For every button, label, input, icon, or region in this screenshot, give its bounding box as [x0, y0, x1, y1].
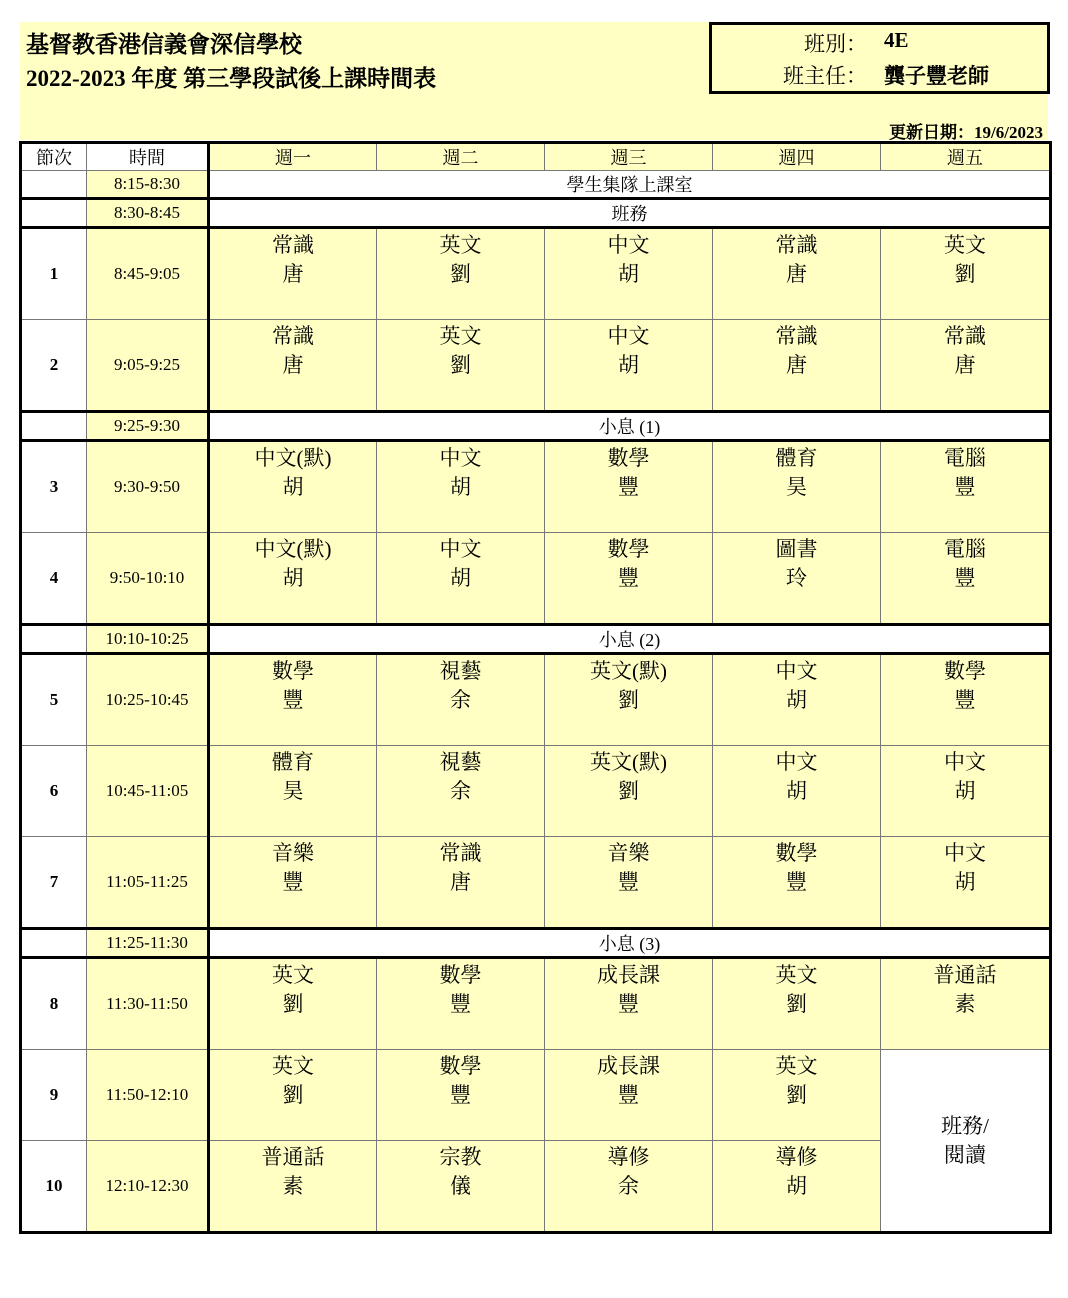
lesson-row [21, 837, 1051, 929]
subject-text: 中文(默) [254, 446, 332, 470]
day-header: 週五 [881, 143, 1051, 171]
lesson-cell [713, 320, 881, 412]
time-header: 時間 [87, 143, 209, 171]
class-value: 4E [884, 28, 909, 52]
teacher-text: 胡 [618, 353, 639, 377]
teacher-text: 儀 [450, 1174, 471, 1198]
teacher-text: 劉 [450, 262, 471, 286]
day-header: 週一 [209, 143, 377, 171]
subject-text: 常識 [272, 233, 314, 257]
lesson-cell [713, 1141, 881, 1233]
break-row [21, 929, 1051, 958]
lesson-cell [545, 746, 713, 837]
lesson-cell [209, 1050, 377, 1141]
lesson-cell [209, 746, 377, 837]
subject-text: 中文 [439, 537, 482, 561]
time-cell: 8:15-8:30 [87, 171, 209, 199]
lesson-cell [713, 533, 881, 625]
note-cell: 小息 (2) [209, 625, 1051, 654]
time-cell: 10:45-11:05 [87, 746, 209, 837]
note-cell: 小息 (3) [209, 929, 1051, 958]
period-cell: 10 [21, 1141, 87, 1233]
period-cell: 1 [21, 228, 87, 320]
lesson-cell [209, 320, 377, 412]
period-cell [21, 412, 87, 441]
lesson-cell [545, 1050, 713, 1141]
subject-text: 中文 [775, 659, 818, 683]
lesson-row [21, 654, 1051, 746]
period-cell: 8 [21, 958, 87, 1050]
period-cell: 9 [21, 1050, 87, 1141]
lesson-cell [377, 228, 545, 320]
subject-text: 圖書 [775, 537, 818, 561]
teacher-text: 豐 [450, 1083, 471, 1107]
note-cell: 學生集隊上課室 [209, 171, 1051, 199]
subject-text: 英文(默) [590, 750, 667, 774]
subject-text: 常識 [775, 233, 818, 257]
subject-text: 中文 [607, 233, 650, 257]
period-cell: 3 [21, 441, 87, 533]
subject-text: 數學 [775, 841, 818, 865]
subject-text: 中文 [439, 446, 482, 470]
teacher-text: 唐 [786, 262, 807, 286]
subject-text: 視藝 [439, 659, 482, 683]
subject-text: 普通話 [933, 963, 997, 987]
subject-text: 常識 [439, 841, 482, 865]
teacher-text: 劉 [450, 353, 471, 377]
teacher-text: 胡 [282, 566, 304, 590]
lesson-cell [713, 958, 881, 1050]
period-cell [21, 199, 87, 228]
subject-text: 數學 [607, 446, 650, 470]
lesson-cell [377, 837, 545, 929]
teacher-text: 劉 [786, 1083, 807, 1107]
teacher-text: 豐 [618, 992, 639, 1016]
teacher-text: 唐 [282, 353, 304, 377]
teacher-text: 劉 [786, 992, 807, 1016]
time-cell: 9:50-10:10 [87, 533, 209, 625]
subject-text: 數學 [439, 1054, 482, 1078]
subject-text: 普通話 [261, 1145, 325, 1169]
teacher-label: 班主任： [783, 64, 867, 88]
period-cell: 4 [21, 533, 87, 625]
teacher-text: 豐 [618, 870, 639, 894]
time-cell: 8:30-8:45 [87, 199, 209, 228]
teacher-text: 素 [954, 992, 976, 1016]
subject-text: 音樂 [607, 841, 650, 865]
note-cell: 班務 [209, 199, 1051, 228]
teacher-text: 唐 [282, 262, 304, 286]
lesson-cell [209, 837, 377, 929]
teacher-text: 豐 [450, 992, 471, 1016]
subject-text: 體育 [272, 750, 314, 774]
lesson-row [21, 320, 1051, 412]
teacher-text: 劉 [618, 688, 639, 712]
time-cell: 8:45-9:05 [87, 228, 209, 320]
lesson-cell [545, 1141, 713, 1233]
break-row [21, 199, 1051, 228]
lesson-cell [209, 1141, 377, 1233]
subject-text: 視藝 [439, 750, 482, 774]
subject-text: 英文 [775, 1054, 818, 1078]
teacher-text: 劉 [282, 1083, 304, 1107]
teacher-text: 昊 [282, 779, 304, 803]
lesson-cell [713, 654, 881, 746]
subject-text: 英文 [944, 233, 986, 257]
lesson-cell [377, 958, 545, 1050]
teacher-text: 豐 [954, 566, 976, 590]
day-header: 週二 [377, 143, 545, 171]
teacher-text: 胡 [450, 475, 471, 499]
lesson-cell [545, 441, 713, 533]
lesson-cell [545, 320, 713, 412]
teacher-text: 余 [450, 779, 471, 803]
day-header: 週三 [545, 143, 713, 171]
teacher-text: 豐 [618, 566, 639, 590]
lesson-cell [377, 1141, 545, 1233]
page-title: 2022-2023 年度 第三學段試後上課時間表 [26, 66, 437, 91]
lesson-cell [209, 228, 377, 320]
lesson-cell [881, 533, 1051, 625]
header-row [21, 143, 1051, 171]
teacher-text: 豐 [618, 1083, 639, 1107]
lesson-cell [377, 441, 545, 533]
lesson-cell [881, 654, 1051, 746]
teacher-text: 豐 [282, 870, 304, 894]
lesson-cell [377, 320, 545, 412]
lesson-cell [881, 837, 1051, 929]
lesson-cell [881, 958, 1051, 1050]
lesson-cell [881, 320, 1051, 412]
time-cell: 9:25-9:30 [87, 412, 209, 441]
subject-text: 常識 [944, 324, 986, 348]
subject-text: 電腦 [944, 446, 986, 470]
lesson-cell [713, 837, 881, 929]
teacher-row [712, 60, 1047, 90]
subject-text: 數學 [607, 537, 650, 561]
period-cell: 2 [21, 320, 87, 412]
time-cell: 11:30-11:50 [87, 958, 209, 1050]
teacher-text: 胡 [954, 870, 976, 894]
teacher-text: 唐 [450, 870, 471, 894]
lesson-cell [545, 958, 713, 1050]
lesson-cell [209, 958, 377, 1050]
lesson-cell [209, 533, 377, 625]
time-cell: 11:05-11:25 [87, 837, 209, 929]
teacher-text: 唐 [786, 353, 807, 377]
teacher-text: 胡 [618, 262, 639, 286]
subject-text: 數學 [272, 659, 314, 683]
teacher-text: 胡 [786, 688, 807, 712]
class-info-box [709, 22, 1050, 94]
lesson-row [21, 228, 1051, 320]
subject-text: 音樂 [272, 841, 314, 865]
teacher-text: 素 [282, 1174, 304, 1198]
merged-line-2: 閱讀 [944, 1142, 986, 1167]
time-cell: 10:25-10:45 [87, 654, 209, 746]
subject-text: 體育 [775, 446, 818, 470]
subject-text: 導修 [607, 1145, 650, 1169]
lesson-row [21, 746, 1051, 837]
lesson-cell [209, 654, 377, 746]
teacher-text: 豐 [954, 688, 976, 712]
lesson-row [21, 441, 1051, 533]
subject-text: 中文 [944, 841, 986, 865]
lesson-cell [377, 654, 545, 746]
teacher-text: 胡 [786, 1174, 807, 1198]
teacher-text: 劉 [282, 992, 304, 1016]
merged-line-1: 班務/ [941, 1113, 989, 1138]
period-cell [21, 929, 87, 958]
time-cell: 12:10-12:30 [87, 1141, 209, 1233]
lesson-cell [713, 746, 881, 837]
teacher-text: 胡 [450, 566, 471, 590]
updated-date: 更新日期：19/6/2023 [889, 123, 1043, 142]
lesson-cell [713, 441, 881, 533]
teacher-text: 唐 [954, 353, 976, 377]
subject-text: 常識 [272, 324, 314, 348]
lesson-cell [377, 1050, 545, 1141]
teacher-text: 劉 [618, 779, 639, 803]
lesson-cell [545, 654, 713, 746]
period-cell: 5 [21, 654, 87, 746]
timetable [19, 141, 1052, 1234]
class-label: 班別： [804, 32, 867, 56]
time-cell: 9:05-9:25 [87, 320, 209, 412]
subject-text: 英文 [272, 963, 314, 987]
day-header: 週四 [713, 143, 881, 171]
lesson-row [21, 533, 1051, 625]
period-header: 節次 [21, 143, 87, 171]
subject-text: 中文 [944, 750, 986, 774]
break-row [21, 412, 1051, 441]
teacher-text: 玲 [786, 566, 807, 590]
lesson-cell [545, 533, 713, 625]
lesson-cell [377, 533, 545, 625]
class-row [712, 28, 1047, 58]
teacher-text: 豐 [282, 688, 304, 712]
note-cell: 小息 (1) [209, 412, 1051, 441]
lesson-row [21, 958, 1051, 1050]
period-cell: 6 [21, 746, 87, 837]
period-cell: 7 [21, 837, 87, 929]
lesson-row [21, 1050, 1051, 1141]
teacher-text: 胡 [786, 779, 807, 803]
teacher-text: 胡 [954, 779, 976, 803]
subject-text: 中文(默) [254, 537, 332, 561]
lesson-cell [881, 228, 1051, 320]
subject-text: 中文 [607, 324, 650, 348]
time-cell: 9:30-9:50 [87, 441, 209, 533]
lesson-cell [713, 1050, 881, 1141]
subject-text: 英文 [775, 963, 818, 987]
lesson-cell [377, 746, 545, 837]
time-cell: 11:50-12:10 [87, 1050, 209, 1141]
subject-text: 中文 [775, 750, 818, 774]
subject-text: 常識 [775, 324, 818, 348]
merged-cell [881, 1050, 1051, 1233]
teacher-text: 劉 [954, 262, 976, 286]
subject-text: 數學 [439, 963, 482, 987]
teacher-text: 昊 [786, 475, 807, 499]
subject-text: 成長課 [597, 963, 660, 987]
school-name: 基督教香港信義會深信學校 [26, 32, 302, 57]
subject-text: 英文(默) [590, 659, 667, 683]
break-row [21, 625, 1051, 654]
teacher-value: 龔子豐老師 [884, 64, 989, 88]
time-cell: 10:10-10:25 [87, 625, 209, 654]
teacher-text: 豐 [954, 475, 976, 499]
subject-text: 英文 [439, 233, 482, 257]
lesson-cell [881, 746, 1051, 837]
teacher-text: 余 [618, 1174, 639, 1198]
teacher-text: 豐 [786, 870, 807, 894]
lesson-cell [881, 441, 1051, 533]
lesson-cell [209, 441, 377, 533]
lesson-cell [545, 837, 713, 929]
teacher-text: 余 [450, 688, 471, 712]
lesson-cell [545, 228, 713, 320]
period-cell [21, 171, 87, 199]
teacher-text: 豐 [618, 475, 639, 499]
timetable-table [19, 141, 1052, 1234]
break-row [21, 171, 1051, 199]
lesson-cell [713, 228, 881, 320]
time-cell: 11:25-11:30 [87, 929, 209, 958]
subject-text: 英文 [439, 324, 482, 348]
subject-text: 英文 [272, 1054, 314, 1078]
subject-text: 數學 [944, 659, 986, 683]
subject-text: 導修 [775, 1145, 818, 1169]
subject-text: 宗教 [439, 1145, 482, 1169]
teacher-text: 胡 [282, 475, 304, 499]
subject-text: 電腦 [944, 537, 986, 561]
subject-text: 成長課 [597, 1054, 660, 1078]
period-cell [21, 625, 87, 654]
